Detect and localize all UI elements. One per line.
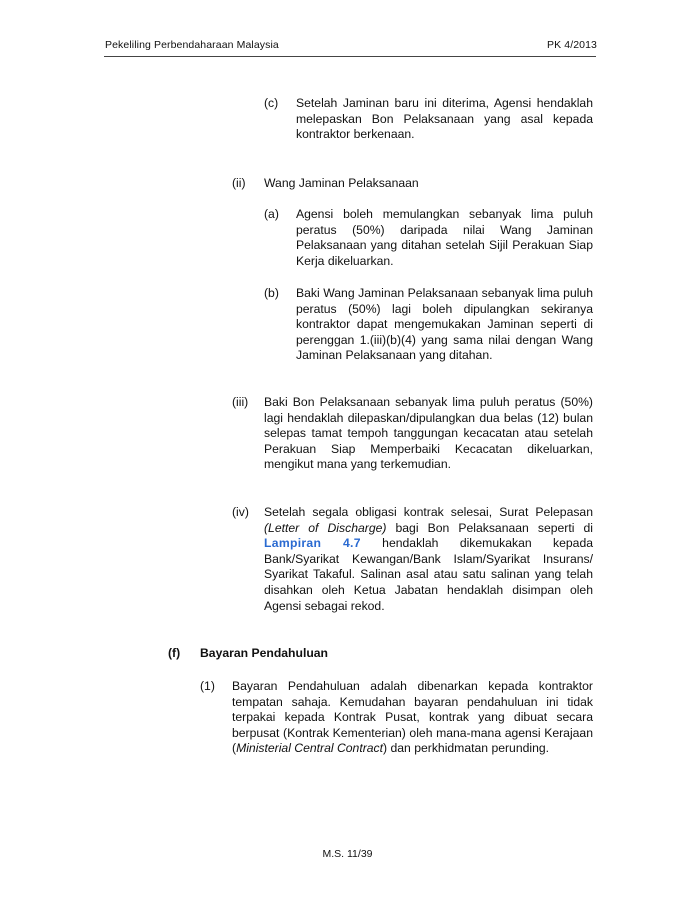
item-ii-label: (ii) [232, 176, 246, 190]
section-f-item-1-text-1: Bayaran Pendahuluan adalah dibenarkan kepada kontraktor tempatan sahaja. Kemudahan bayaran pendahuluan ini tidak terpakai kepada Kontrak Pusat, kontrak yang dibuat secara berpusat (Kontrak Kementerian) oleh mana-mana agensi Kerajaan ( [232, 679, 593, 756]
item-iii-label: (iii) [232, 395, 249, 409]
section-f-item-1-text-2: ) dan perkhidmatan perunding. [383, 741, 550, 756]
page-number: M.S. 11/39 [322, 848, 373, 860]
lampiran-link[interactable]: Lampiran 4.7 [264, 536, 361, 551]
item-iv-italic: (Letter of Discharge) [264, 520, 387, 535]
header-reference: PK 4/2013 [547, 39, 597, 51]
section-f-item-1-text [232, 679, 593, 757]
item-c-label: (c) [264, 96, 279, 110]
item-ii-b-text: Baki Wang Jaminan Pelaksanaan sebanyak lima puluh peratus (50%) lagi boleh dipulangkan sekiranya kontraktor dapat mengemukakan Jaminan seperti di perenggan 1.(iii)(b)(4) yang sama nilai dengan Wang Jaminan Pelaksanaan yang ditahan. [296, 286, 593, 363]
item-ii-b-label: (b) [264, 286, 279, 300]
item-ii-heading: Wang Jaminan Pelaksanaan [264, 176, 419, 190]
header-rule [104, 56, 596, 57]
item-iii-text: Baki Bon Pelaksanaan sebanyak lima puluh peratus (50%) lagi hendaklah dilepaskan/dipulangkan dua belas (12) bulan selepas tamat tempoh tanggungan kecacatan atau setelah Perakuan Siap Memperbaiki Kecacatan dikeluarkan, mengikut mana yang terkemudian. [264, 395, 593, 472]
item-iv-text-3: hendaklah dikemukakan kepada Bank/Syarikat Kewangan/Bank Islam/Syarikat Insurans/ Syarikat Takaful. Salinan asal atau satu salinan yang telah disahkan oleh Ketua Jabatan hendaklah disimpan oleh Agensi sebagai rekod. [264, 536, 593, 613]
section-f-item-1-label: (1) [200, 679, 215, 693]
item-ii-a-label: (a) [264, 207, 279, 221]
section-f-label: (f) [168, 646, 181, 660]
item-iv-label: (iv) [232, 505, 249, 519]
item-iv-text [264, 505, 593, 614]
item-ii-a-text: Agensi boleh memulangkan sebanyak lima puluh peratus (50%) daripada nilai Wang Jaminan Pelaksanaan yang ditahan setelah Sijil Perakuan Siap Kerja dikeluarkan. [296, 207, 593, 268]
header-title: Pekeliling Perbendaharaan Malaysia [105, 39, 279, 51]
section-f-title: Bayaran Pendahuluan [200, 646, 329, 660]
item-c-text: Setelah Jaminan baru ini diterima, Agensi hendaklah melepaskan Bon Pelaksanaan yang asal kepada kontraktor berkenaan. [296, 96, 593, 142]
item-iv-text-2: bagi Bon Pelaksanaan seperti di [386, 520, 593, 535]
item-iv-text-1: Setelah segala obligasi kontrak selesai, Surat Pelepasan [264, 505, 593, 519]
section-f-item-1-italic: Ministerial Central Contract [236, 741, 384, 756]
